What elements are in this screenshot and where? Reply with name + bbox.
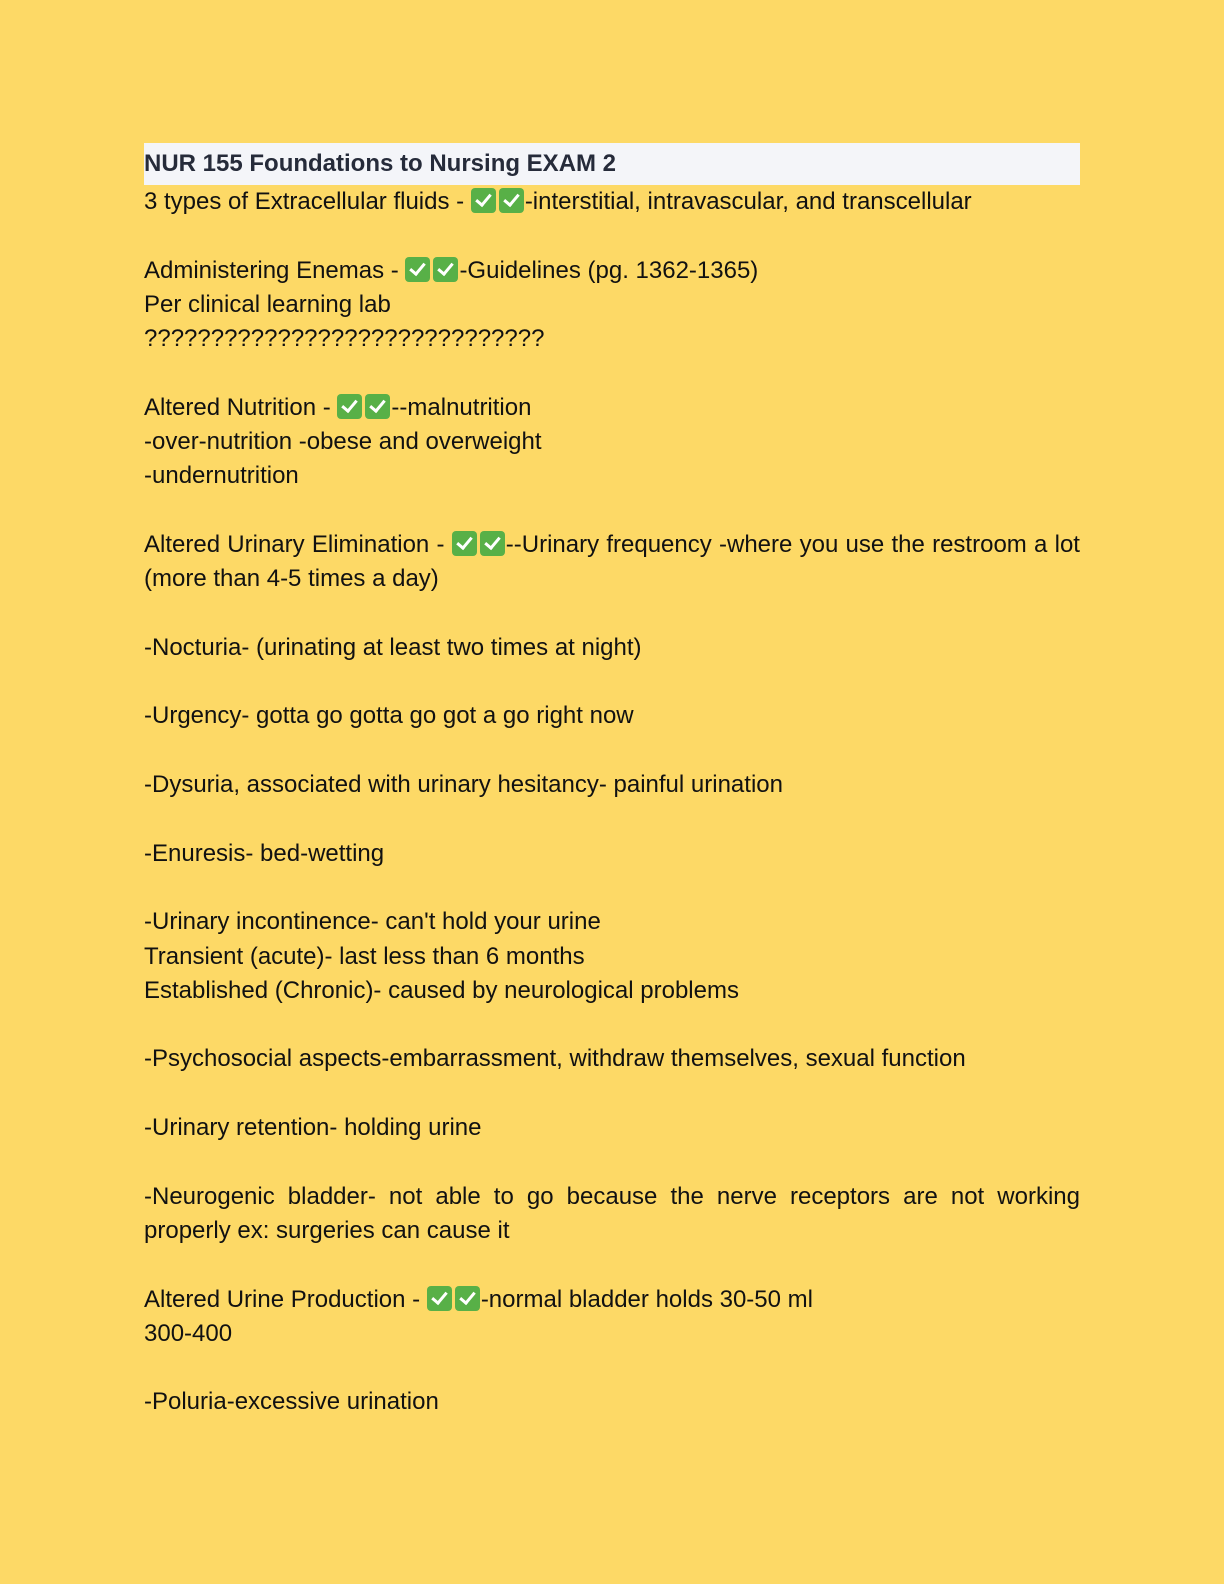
nutrition-line: -over-nutrition -obese and overweight [144, 428, 542, 456]
entry-urine-production [144, 1283, 1080, 1317]
entry-nutrition [144, 391, 1080, 425]
answer-marker [471, 188, 525, 215]
answer-marker [427, 1286, 481, 1313]
check-mark-icon [405, 257, 430, 282]
dysuria-line: -Dysuria, associated with urinary hesitancy- painful urination [144, 771, 783, 799]
established-line: Established (Chronic)- caused by neurological problems [144, 976, 739, 1004]
enemas-line: ?????????????????????????????? [144, 325, 545, 353]
enemas-line: Per clinical learning lab [144, 290, 391, 318]
document-page [144, 143, 1080, 1420]
title-bar [144, 143, 1080, 185]
notes-body [144, 185, 1080, 1420]
entry-answer: -normal bladder holds 30-50 ml [480, 1285, 813, 1313]
check-mark-icon [499, 188, 524, 213]
check-mark-icon [365, 394, 390, 419]
nocturia-line: -Nocturia- (urinating at least two times at night) [144, 633, 642, 661]
entry-answer: -interstitial, intravascular, and transcellular [524, 188, 972, 215]
entry-term: Altered Nutrition - [144, 393, 331, 421]
entry-term: 3 types of Extracellular fluids - [144, 188, 465, 215]
entry-term: Altered Urine Production - [144, 1285, 421, 1313]
check-mark-icon [337, 394, 362, 419]
document-title: NUR 155 Foundations to Nursing EXAM 2 [144, 150, 617, 177]
entry-answer: --Urinary frequency -where you use the restroom a lot (more than 4-5 times a day) [144, 530, 1080, 593]
check-mark-icon [433, 257, 458, 282]
entry-term: Administering Enemas - [144, 256, 399, 284]
poluria-line: -Poluria-excessive urination [144, 1388, 439, 1416]
transient-line: Transient (acute)- last less than 6 months [144, 942, 585, 970]
check-mark-icon [452, 531, 477, 556]
entry-enemas [144, 254, 1080, 288]
answer-marker [452, 531, 506, 558]
entry-extracellular [144, 185, 1080, 219]
psychosocial-line: -Psychosocial aspects-embarrassment, withdraw themselves, sexual function [144, 1045, 966, 1073]
entry-answer: --malnutrition [391, 393, 532, 421]
neurogenic-line: -Neurogenic bladder- not able to go because the nerve receptors are not working properly ex: surgeries can cause it [144, 1182, 1080, 1244]
nutrition-line: -undernutrition [144, 462, 299, 490]
incontinence-line: -Urinary incontinence- can't hold your urine [144, 908, 601, 936]
check-mark-icon [471, 188, 496, 213]
check-mark-icon [427, 1286, 452, 1311]
entry-urinary-elimination [144, 528, 1080, 597]
entry-answer: -Guidelines (pg. 1362-1365) [459, 256, 759, 284]
urgency-line: -Urgency- gotta go gotta go got a go right now [144, 702, 634, 730]
check-mark-icon [455, 1286, 480, 1311]
urine-production-line: 300-400 [144, 1319, 233, 1347]
answer-marker [405, 257, 459, 284]
retention-line: -Urinary retention- holding urine [144, 1114, 482, 1142]
check-mark-icon [480, 531, 505, 556]
answer-marker [337, 394, 391, 421]
enuresis-line: -Enuresis- bed-wetting [144, 839, 385, 867]
entry-term: Altered Urinary Elimination - [144, 530, 445, 558]
